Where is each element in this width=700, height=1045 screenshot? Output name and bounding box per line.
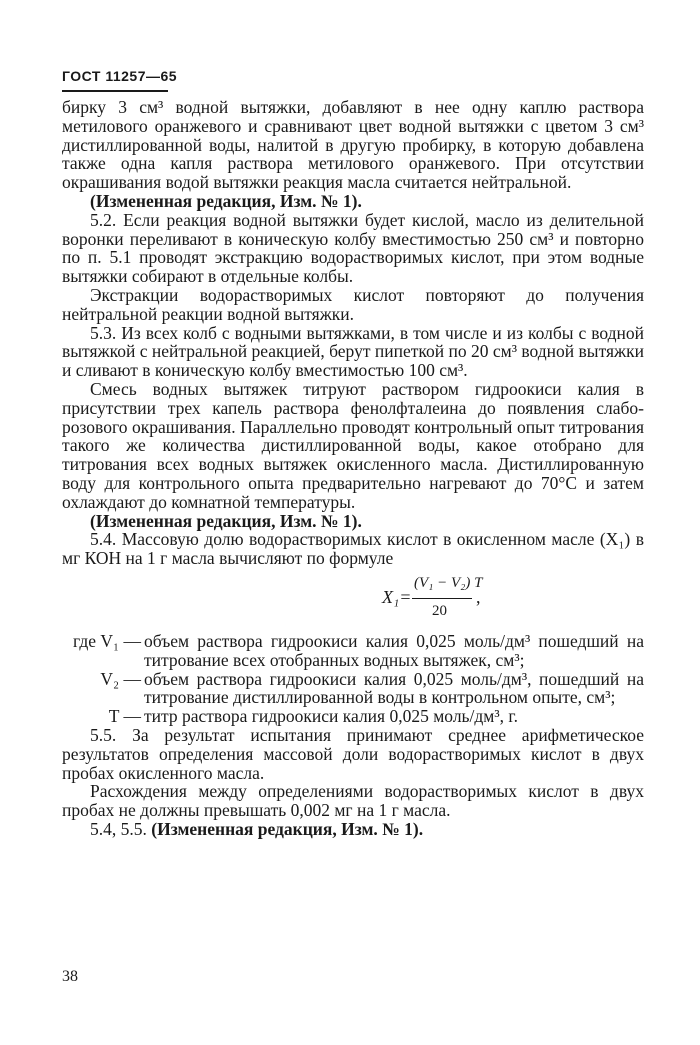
paragraph-5-3: 5.3. Из всех колб с водными вытяжками, в том числе и из колбы с водной вытяжкой с нейтральной реакцией, берут пипеткой по 20 см³ водной вытяжки и сливают в коническую колбу вместимостью 100 см³.	[62, 322, 644, 381]
revision-note: (Измененная редакция, Изм. № 1).	[90, 510, 362, 531]
fraction-bar	[412, 598, 472, 599]
paragraph-continuation: бирку 3 см³ водной вытяжки, добавляют в нее одну каплю раствора метилового оранжевого и сравнивают цвет водной вытяжки с цветом 3 см³ дистиллированной воды, налитой в другую пробирку, в которую добавлена также одна капля раствора метилового оранжевого. При отсутствии окрашивания водой вытяжки реакция масла считается нейтральной.	[62, 97, 644, 193]
revision-note: (Измененная редакция, Изм. № 1).	[151, 818, 424, 839]
term-v2: V₂ —	[100, 668, 141, 689]
formula-denominator: 20	[432, 602, 447, 619]
revision-note-combined	[62, 820, 644, 839]
body-text	[62, 98, 644, 839]
paragraph-5-5-discrepancy: Расхождения между определениями водорастворимых кислот в двух пробах не должны превышать 0,002 мг на 1 г масла.	[62, 781, 644, 821]
header-rule	[62, 90, 168, 92]
paragraph-5-4: 5.4. Массовую долю водорастворимых кислот в окисленном масле (X₁) в мг КОН на 1 г масла вычисляют по формуле	[62, 529, 644, 569]
formula-comma: ,	[476, 586, 481, 607]
definition-text: объем раствора гидроокиси калия 0,025 моль/дм³ пошедший на титрование всех отобранных водных вытяжек, см³;	[144, 630, 644, 670]
definition-text: титр раствора гидроокиси калия 0,025 моль/дм³, г.	[144, 706, 518, 727]
paragraph-5-3-titration: Смесь водных вытяжек титруют раствором гидроокиси калия в присутствии трех капель раствора фенолфталеина до появления слабо-розового окрашивания. Параллельно проводят контрольный опыт титрования такого же количества дистиллированной воды, какое отобрано для титрования всех водных вытяжек окисленного масла. Дистиллированную воду для контрольного опыта предварительно нагревают до 70°С и затем охлаждают до комнатной температуры.	[62, 378, 644, 512]
term-v1: V₁ —	[100, 630, 141, 651]
where-word: где	[73, 630, 96, 651]
revision-prefix: 5.4, 5.5.	[90, 818, 152, 839]
document-header: ГОСТ 11257—65	[62, 68, 178, 84]
page-number: 38	[62, 968, 78, 985]
variable-definitions	[62, 632, 644, 726]
paragraph-5-2-extraction: Экстракции водорастворимых кислот повторяют до получения нейтральной реакции водной вытяжки.	[62, 284, 644, 324]
formula-numerator: (V₁ − V₂) T	[414, 574, 483, 591]
revision-note: (Измененная редакция, Изм. № 1).	[90, 190, 362, 211]
term-t: T —	[108, 706, 141, 727]
definition-term	[62, 632, 144, 670]
definition-text: объем раствора гидроокиси калия 0,025 моль/дм³, пошедший на титрование дистиллированной воды в контрольном опыте, см³;	[144, 668, 644, 708]
paragraph-5-2: 5.2. Если реакция водной вытяжки будет кислой, масло из делительной воронки переливают в коническую колбу вместимостью 250 см³ и повторно по п. 5.1 проводят экстракцию водорастворимых кислот, при этом водные вытяжки собирают в отдельные колбы.	[62, 209, 644, 287]
formula-lhs: X₁=	[382, 586, 412, 607]
formula	[62, 568, 644, 632]
paragraph-5-5: 5.5. За результат испытания принимают среднее арифметическое результатов определения массовой доли водорастворимых кислот в двух пробах окисленного масла.	[62, 724, 644, 783]
